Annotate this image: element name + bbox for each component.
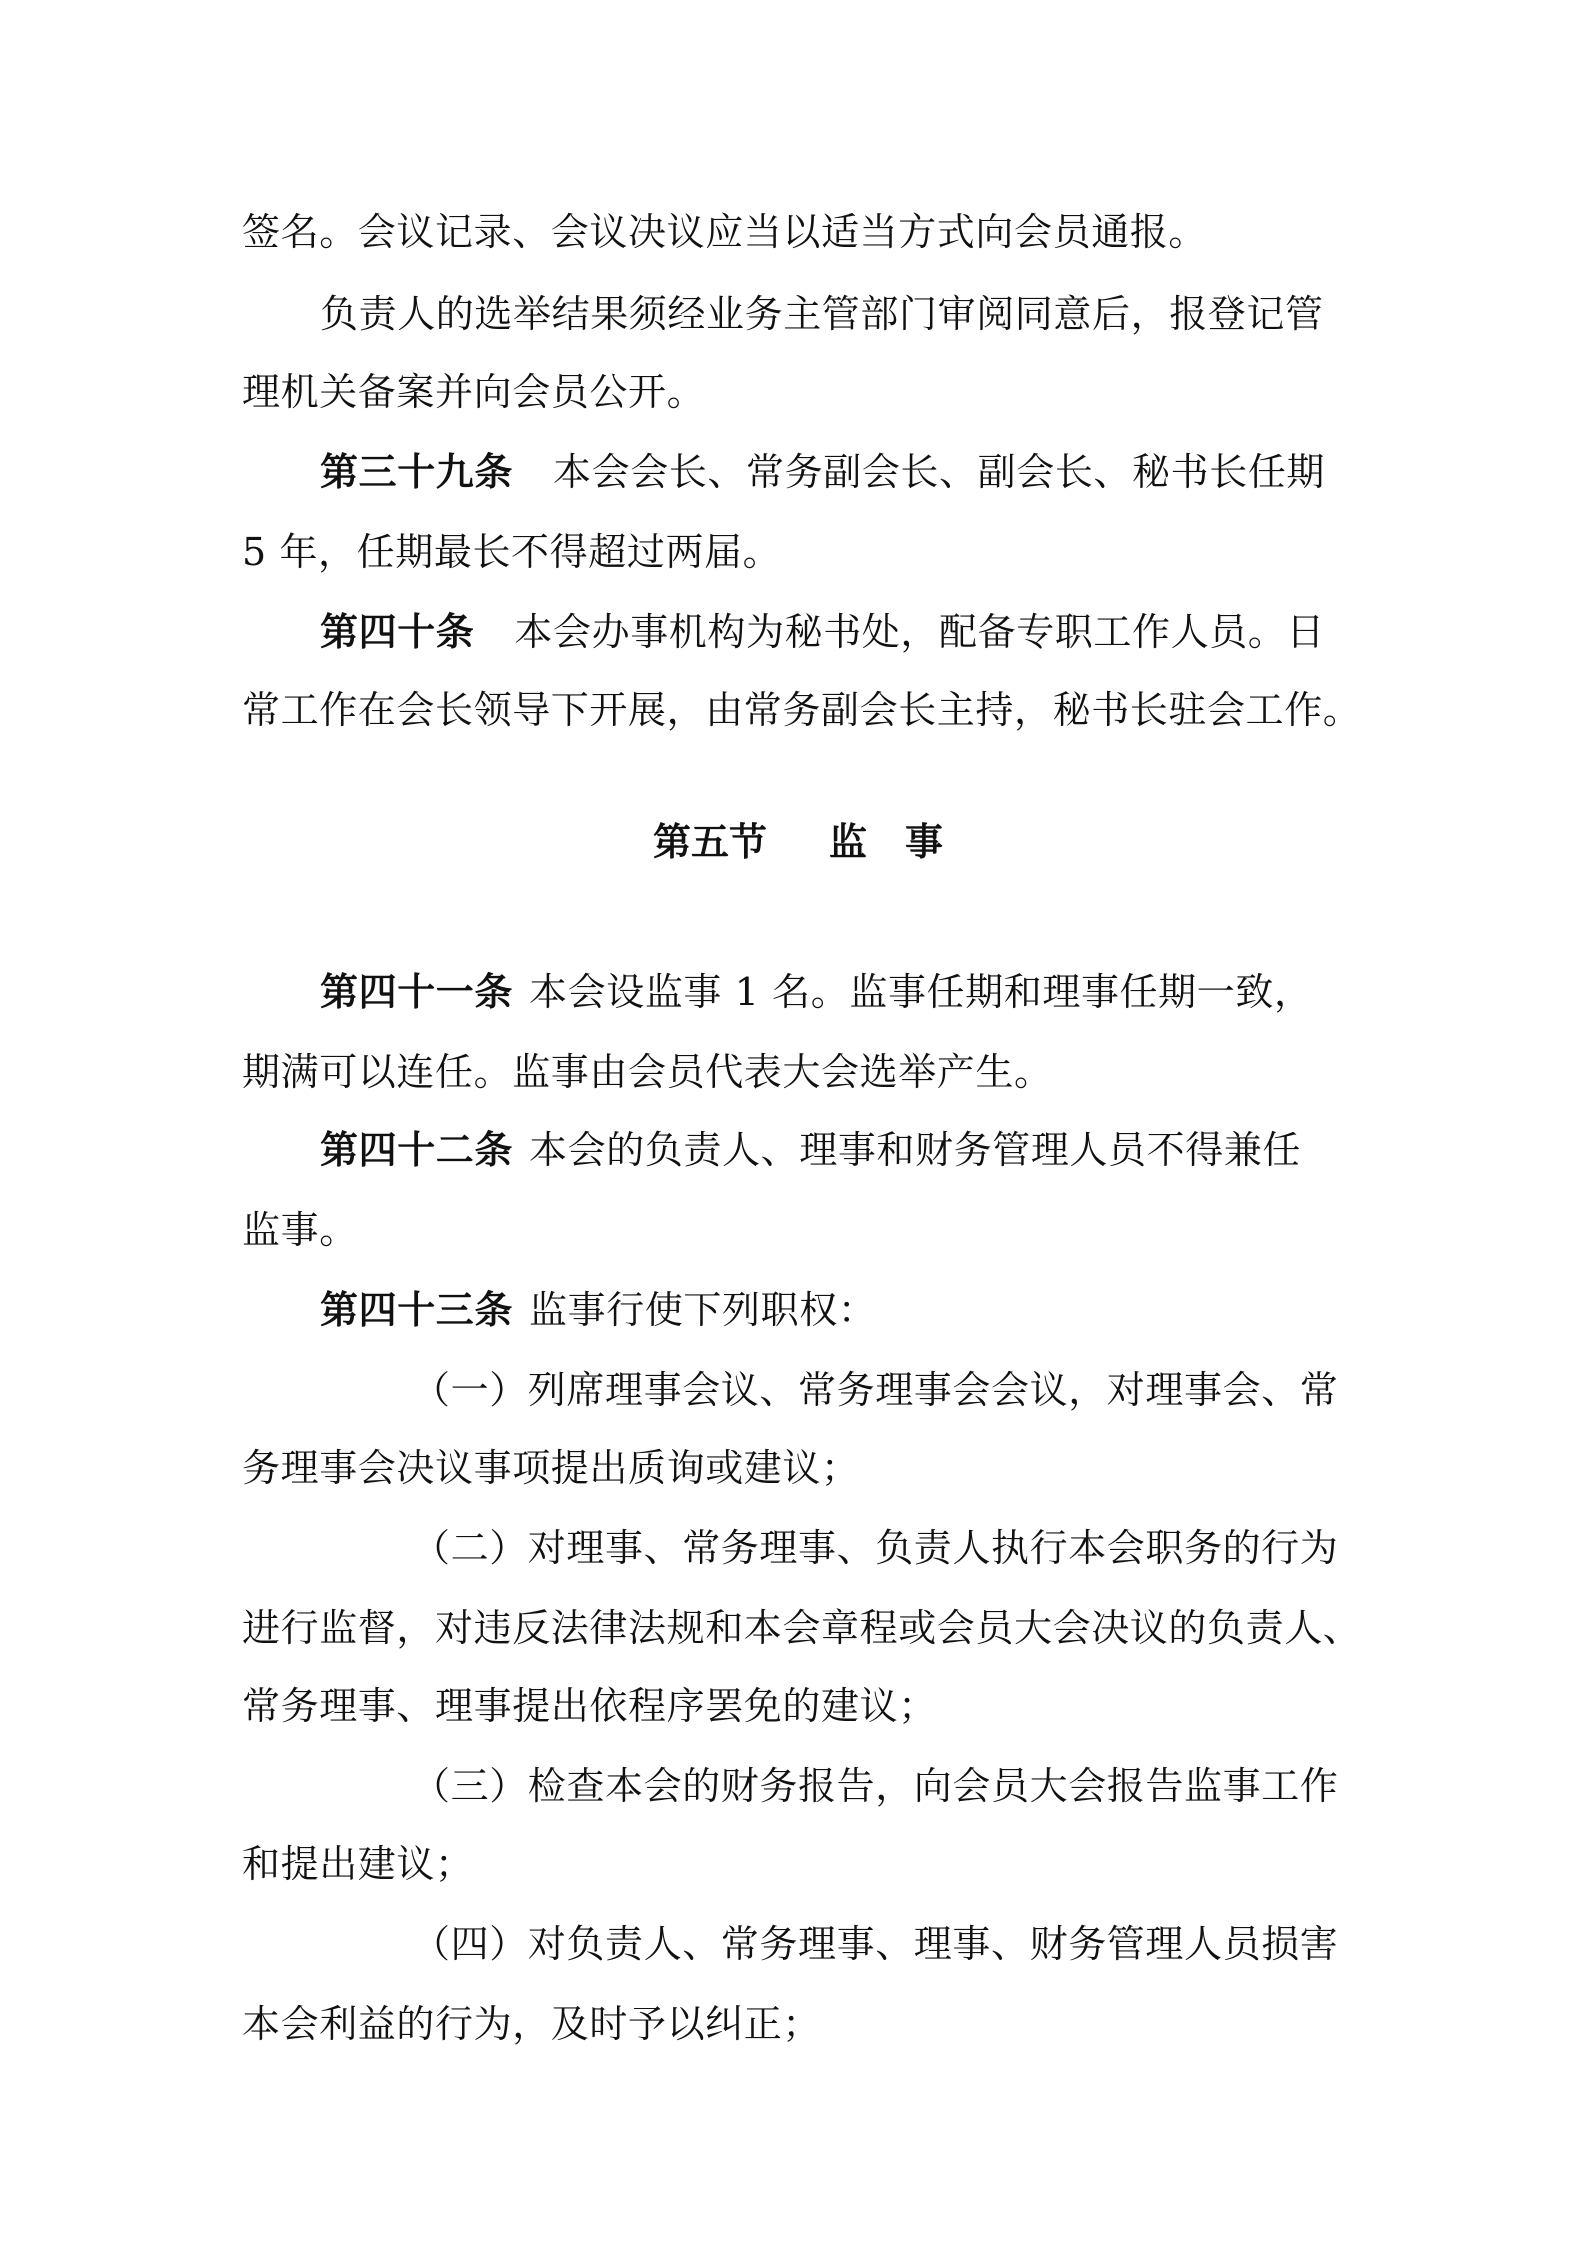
article-40 xyxy=(320,606,1354,658)
section-number: 第五节 xyxy=(652,819,767,864)
paragraph-line xyxy=(242,1442,1354,1494)
article-title: 第四十二条 xyxy=(320,1127,514,1172)
article-title: 第三十九条 xyxy=(320,449,514,494)
article-title: 第四十条 xyxy=(320,609,475,654)
paragraph-line xyxy=(242,526,1354,578)
text-line: 进行监督，对违反法律法规和本会章程或会员大会决议的负责人、 xyxy=(242,1606,1362,1650)
paragraph-line xyxy=(242,206,1354,258)
section-heading xyxy=(242,816,1354,868)
article-42 xyxy=(320,1124,1354,1176)
article-title: 第四十一条 xyxy=(320,969,514,1014)
article-43 xyxy=(320,1284,1354,1336)
list-item xyxy=(412,1364,1354,1416)
list-item xyxy=(412,1522,1354,1574)
paragraph-line xyxy=(320,288,1354,340)
paragraph-line xyxy=(242,1838,1354,1890)
text-line: （一）列席理事会议、常务理事会会议，对理事会、常 xyxy=(412,1368,1339,1412)
text-line: 监事。 xyxy=(242,1208,358,1252)
text-line: （四）对负责人、常务理事、理事、财务管理人员损害 xyxy=(412,1922,1339,1966)
article-title: 第四十三条 xyxy=(320,1287,514,1332)
article-41 xyxy=(320,966,1354,1018)
text-line: 常务理事、理事提出依程序罢免的建议； xyxy=(242,1684,937,1728)
text-line: （三）检查本会的财务报告，向会员大会报告监事工作 xyxy=(412,1764,1339,1808)
paragraph-line xyxy=(242,1998,1354,2050)
paragraph-line xyxy=(242,684,1362,736)
paragraph-line xyxy=(242,1046,1354,1098)
article-39 xyxy=(320,446,1354,498)
list-item xyxy=(412,1760,1354,1812)
text-line: 5 年，任期最长不得超过两届。 xyxy=(242,530,782,574)
text-line: 务理事会决议事项提出质询或建议； xyxy=(242,1446,860,1490)
section-name: 监 事 xyxy=(829,819,944,864)
text-line: 期满可以连任。监事由会员代表大会选举产生。 xyxy=(242,1050,1053,1094)
article-text: 本会的负责人、理事和财务管理人员不得兼任 xyxy=(529,1128,1302,1172)
article-text: 本会会长、常务副会长、副会长、秘书长任期 xyxy=(553,450,1326,494)
list-item xyxy=(412,1918,1354,1970)
text-line: （二）对理事、常务理事、负责人执行本会职务的行为 xyxy=(412,1526,1339,1570)
text-line: 签名。会议记录、会议决议应当以适当方式向会员通报。 xyxy=(242,210,1208,254)
article-text: 监事行使下列职权： xyxy=(529,1288,877,1332)
paragraph-line xyxy=(242,1602,1362,1654)
text-line: 理机关备案并向会员公开。 xyxy=(242,370,706,414)
article-text: 本会办事机构为秘书处，配备专职工作人员。日 xyxy=(514,610,1326,654)
paragraph-line xyxy=(242,366,1354,418)
text-line: 负责人的选举结果须经业务主管部门审阅同意后，报登记管 xyxy=(320,292,1324,336)
text-line: 本会利益的行为，及时予以纠正； xyxy=(242,2002,822,2046)
text-line: 常工作在会长领导下开展，由常务副会长主持，秘书长驻会工作。 xyxy=(242,688,1362,732)
paragraph-line xyxy=(242,1680,1354,1732)
paragraph-line xyxy=(242,1204,1354,1256)
article-text: 本会设监事 1 名。监事任期和理事任期一致， xyxy=(529,970,1313,1014)
text-line: 和提出建议； xyxy=(242,1842,474,1886)
